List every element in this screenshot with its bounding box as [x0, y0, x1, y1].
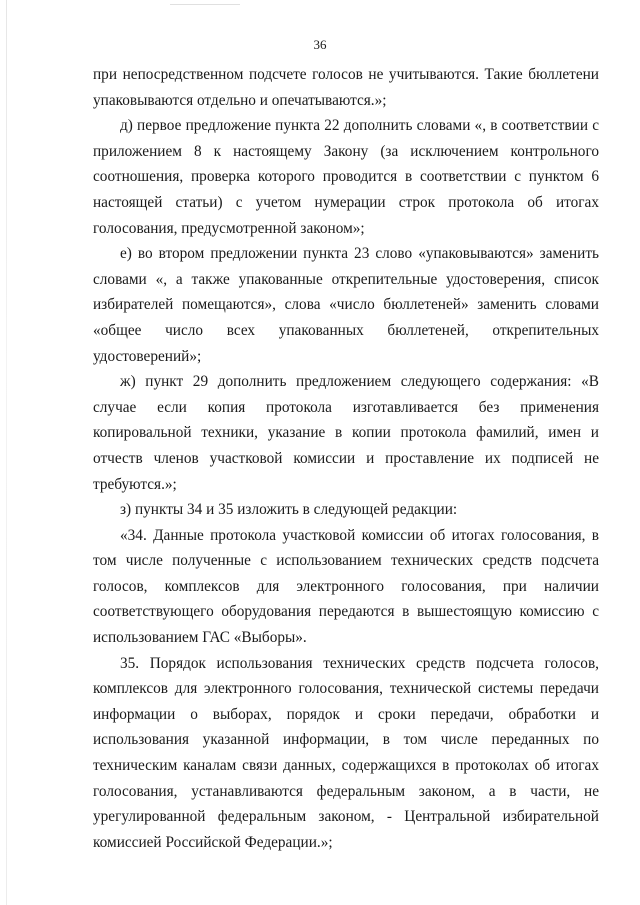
paragraph-item-z: з) пункты 34 и 35 изложить в следующей редакции:	[120, 501, 458, 519]
paragraph-clause-35: 35. Порядок использования технических средств подсчета голосов, комплексов для электронного голосования, технической системы передачи информации о выборах, порядок и сроки передачи, обработки и использования указанной информации, в том числе переданных по техническим каналам связи данных, содержащихся в протоколах об итогах голосования, устанавливаются федеральным законом, а в части, не урегулированной федеральным законом, - Центральной избирательной комиссией Российской Федерации.»;	[93, 654, 599, 851]
paragraph-clause-34: «34. Данные протокола участковой комиссии об итогах голосования, в том числе полученные с использованием технических средств подсчета голосов, комплексов для электронного голосования, при наличии соответствующего оборудования передаются в вышестоящую комиссию с использованием ГАС «Выборы».	[93, 526, 599, 647]
paragraph-continuation: при непосредственном подсчете голосов не учитываются. Такие бюллетени упаковываются отдельно и опечатываются.»;	[93, 66, 599, 109]
paragraph-item-d: д) первое предложение пункта 22 дополнить словами «, в соответствии с приложением 8 к настоящему Закону (за исключением контрольного соотношения, проверка которого проводится в соответствии с пунктом 6 настоящей статьи) с учетом нумерации строк протокола об итогах голосования, предусмотренной законом»;	[93, 117, 599, 237]
paragraph-item-zh: ж) пункт 29 дополнить предложением следующего содержания: «В случае если копия протокола изготавливается без применения копировальной техники, указание в копии протокола фамилий, имен и отчеств членов участковой комиссии и проставление их подписей не требуются.»;	[93, 373, 599, 493]
scan-edge-left	[6, 0, 7, 905]
scan-edge-top	[170, 4, 240, 5]
document-body	[93, 62, 599, 855]
page-number: 36	[313, 37, 327, 52]
paragraph-item-e: е) во втором предложении пункта 23 слово «упаковываются» заменить словами «, а также упакованные открепительные удостоверения, список избирателей помещаются», слова «число бюллетеней» заменить словами «общее число всех упакованных бюллетеней, открепительных удостоверений»;	[93, 245, 599, 365]
